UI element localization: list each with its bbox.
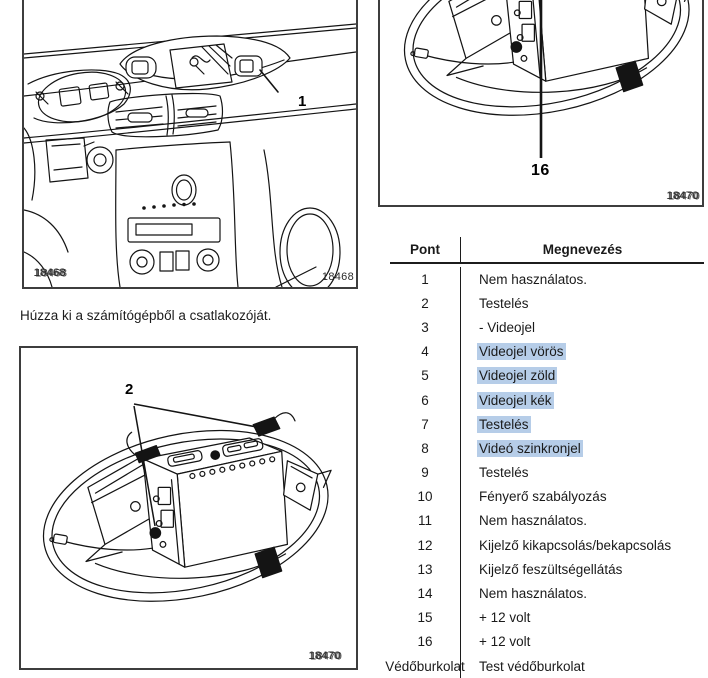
- table-row: [390, 533, 704, 557]
- figure-number-left: 18468: [34, 267, 67, 279]
- table-row: [390, 606, 704, 630]
- pin-designation: Kijelző feszültségellátás: [479, 561, 623, 577]
- pin-designation: + 12 volt: [479, 634, 531, 650]
- table-row: [390, 436, 704, 460]
- table-row: [390, 267, 704, 291]
- pin-designation: Testelés: [479, 416, 529, 432]
- header-point: Pont: [390, 237, 461, 262]
- callout-1: 1: [298, 93, 307, 110]
- pin-number: 2: [390, 291, 461, 315]
- table-row: [390, 364, 704, 388]
- pin-table-header: [390, 237, 704, 264]
- pin-designation: Testelés: [479, 295, 529, 311]
- pin-number: 6: [390, 388, 461, 412]
- pin-number: 10: [390, 485, 461, 509]
- pin-number: Védőburkolat: [390, 654, 461, 678]
- pin-table: [385, 237, 704, 678]
- pin-designation: Videojel zöld: [479, 368, 556, 384]
- display-unit: [120, 36, 290, 90]
- pin-designation: Nem használatos.: [479, 271, 588, 287]
- pin-designation: + 12 volt: [479, 610, 531, 626]
- figure-dashboard: [22, 0, 358, 289]
- pin-designation: Nem használatos.: [479, 513, 588, 529]
- pin-number: 8: [390, 436, 461, 460]
- pin-number: 7: [390, 412, 461, 436]
- table-row: [390, 340, 704, 364]
- pin-designation: Nem használatos.: [479, 586, 588, 602]
- table-row: [390, 291, 704, 315]
- table-row: [390, 461, 704, 485]
- pin-designation: Kijelző kikapcsolás/bekapcsolás: [479, 537, 672, 553]
- table-row: [390, 485, 704, 509]
- pin-designation: Videojel kék: [479, 392, 552, 408]
- pin-designation: Fényerő szabályozás: [479, 489, 607, 505]
- table-row: [385, 654, 704, 678]
- pin-number: 13: [390, 557, 461, 581]
- pin-number: 4: [390, 340, 461, 364]
- instruction-text: Húzza ki a számítógépből a csatlakozóját.: [20, 308, 272, 323]
- pin-number: 9: [390, 461, 461, 485]
- callout-1-leader: [260, 70, 278, 92]
- figure-number: 18470: [308, 650, 341, 662]
- pin-number: 3: [390, 315, 461, 339]
- figure-module-removed: [19, 346, 358, 670]
- figure-module-top: [378, 0, 704, 207]
- pin-designation: Testelés: [479, 465, 529, 481]
- table-row: [390, 557, 704, 581]
- callout-2: 2: [125, 381, 134, 398]
- table-row: [390, 388, 704, 412]
- dashboard-illustration: [24, 0, 356, 287]
- figure-number-right: 18468: [321, 271, 354, 283]
- callout-16: 16: [531, 162, 550, 179]
- table-row: [390, 315, 704, 339]
- table-row: [390, 630, 704, 654]
- pin-designation: Videó szinkronjel: [479, 440, 581, 456]
- pin-number: 5: [390, 364, 461, 388]
- pin-number: 12: [390, 533, 461, 557]
- pin-number: 14: [390, 581, 461, 605]
- pin-number: 16: [390, 630, 461, 654]
- pin-number: 15: [390, 606, 461, 630]
- module-illustration-bottom: [21, 348, 356, 668]
- pin-designation: Test védőburkolat: [479, 658, 585, 674]
- table-row: [390, 412, 704, 436]
- pin-number: 11: [390, 509, 461, 533]
- pin-designation: Videojel vörös: [479, 344, 564, 360]
- table-row: [390, 509, 704, 533]
- pin-table-body: [385, 267, 704, 678]
- pin-designation: - Videojel: [479, 319, 536, 335]
- table-row: [390, 581, 704, 605]
- header-designation: Megnevezés: [542, 242, 623, 257]
- pin-number: 1: [390, 267, 461, 291]
- figure-number: 18470: [666, 190, 699, 202]
